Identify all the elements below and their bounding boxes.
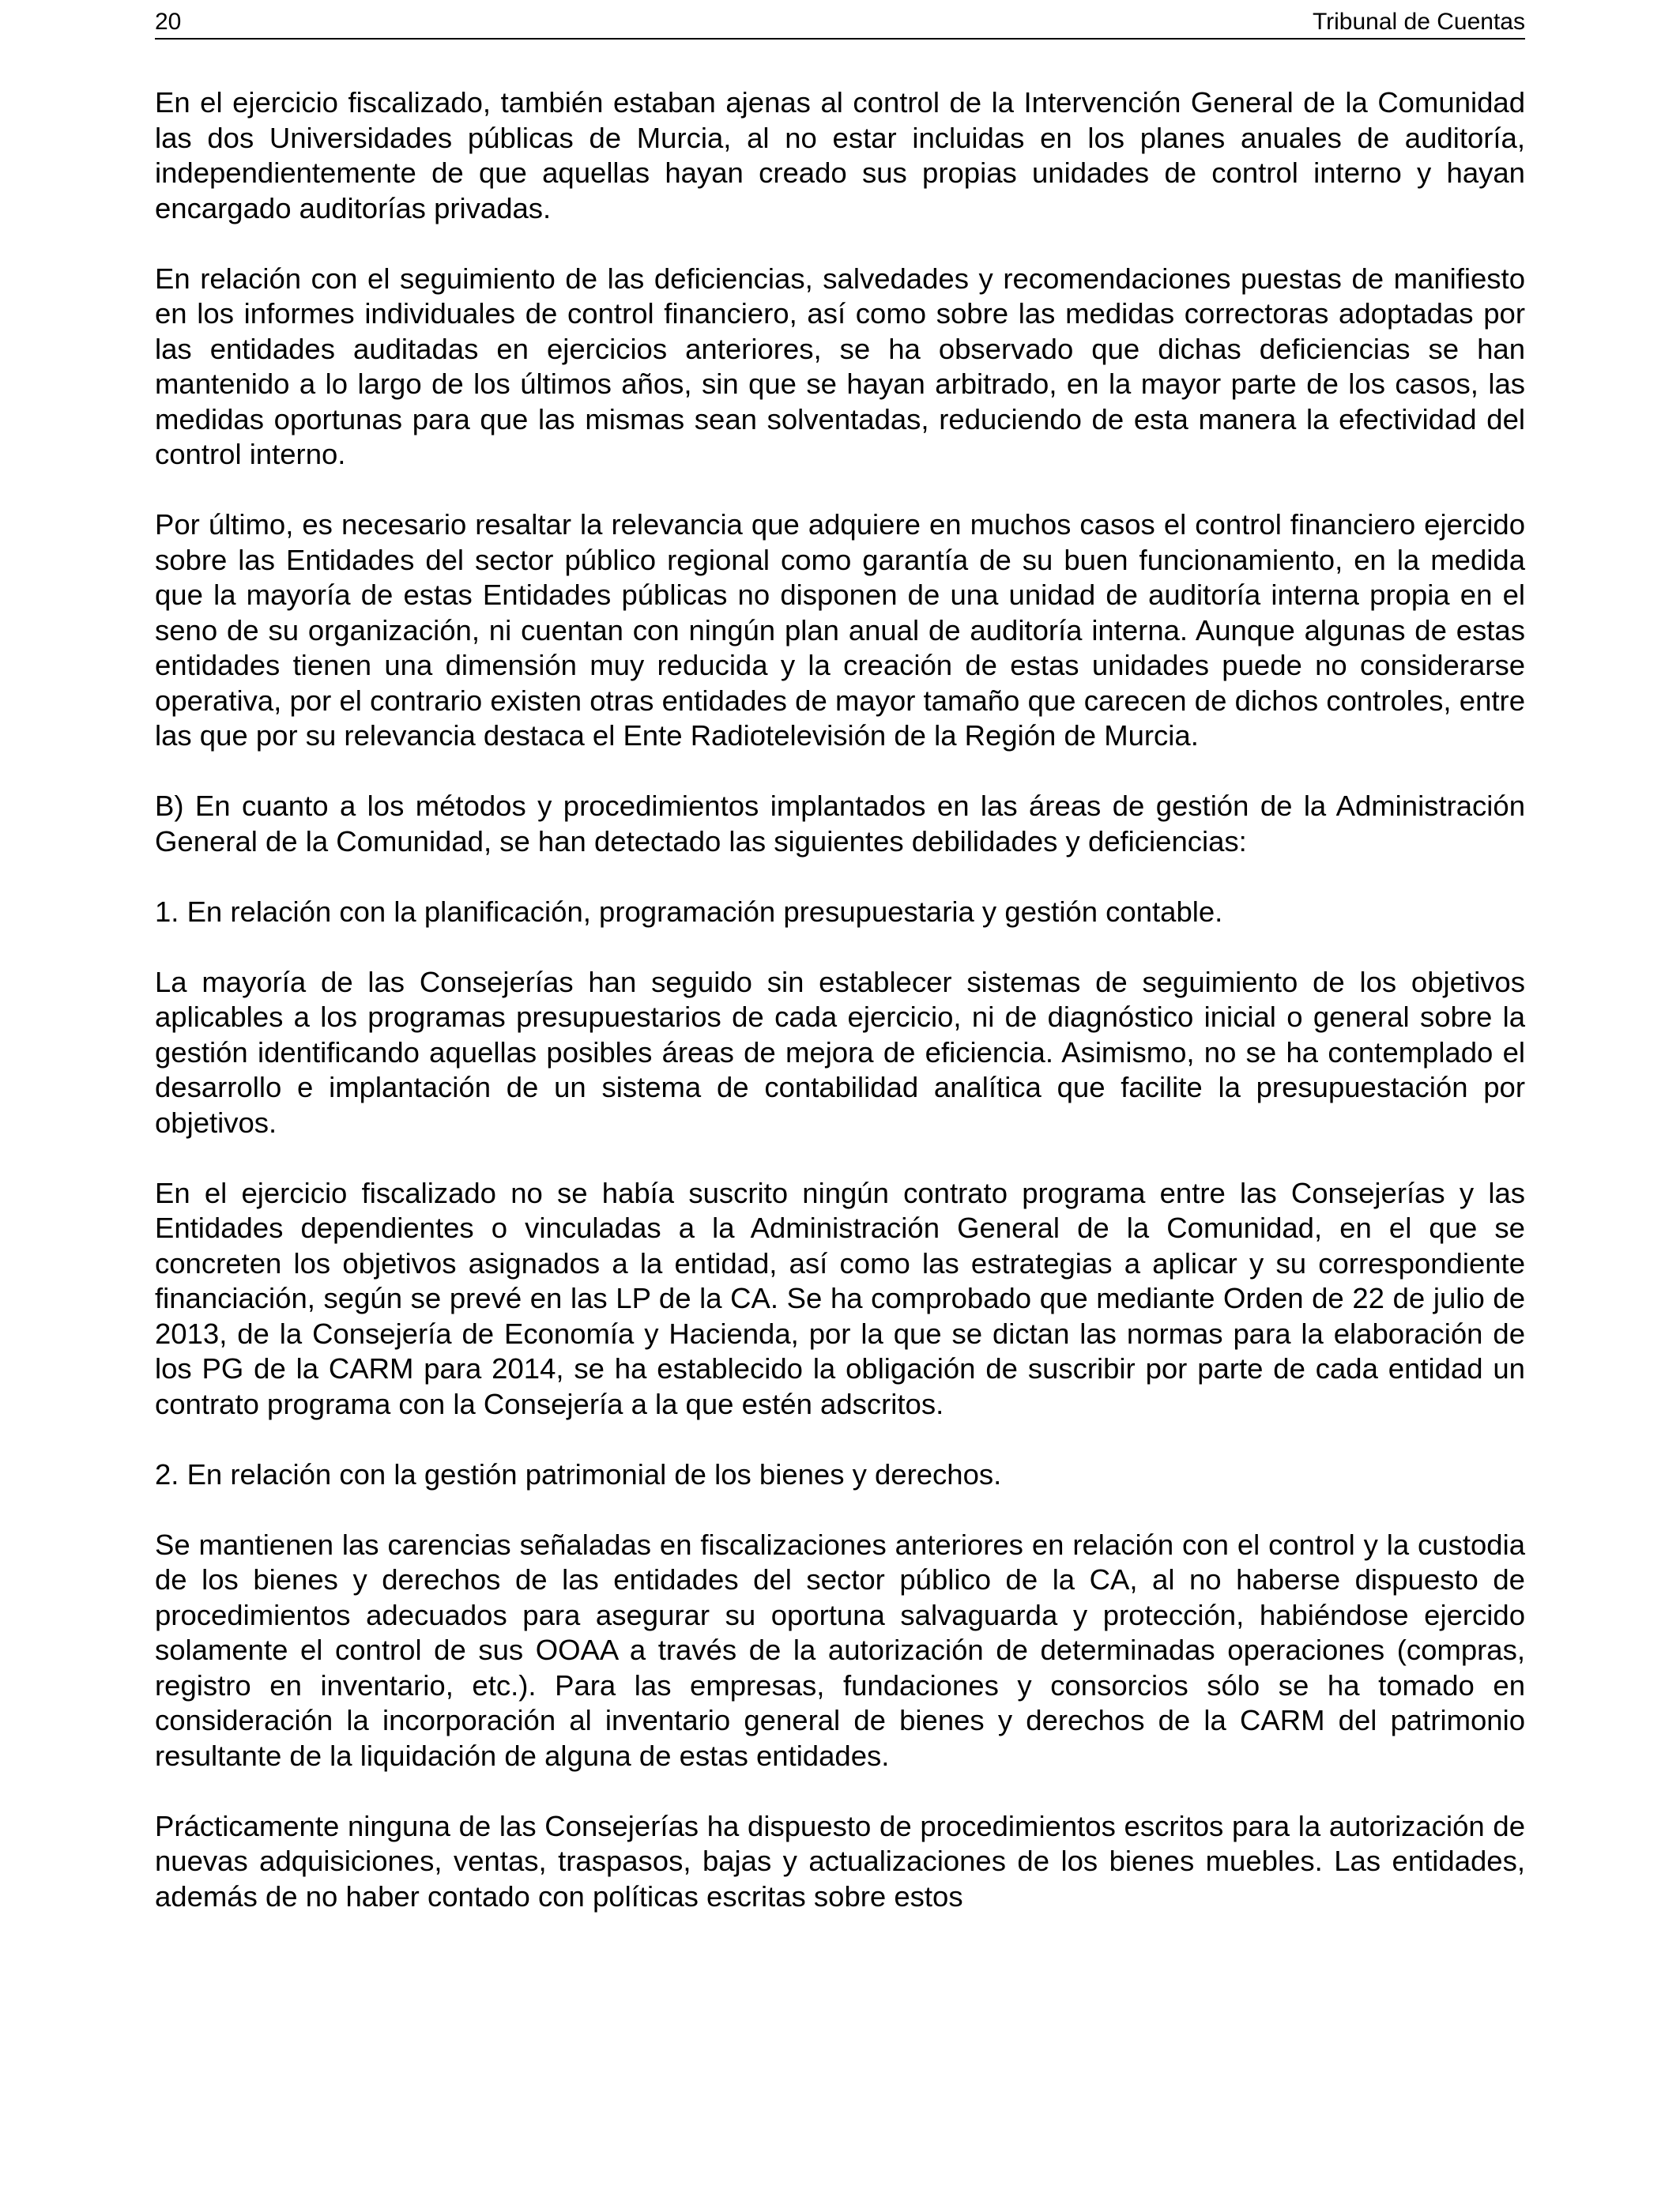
paragraph: Se mantienen las carencias señaladas en fiscalizaciones anteriores en relación con el control y la custodia de los bienes y derechos de las entidades del sector público de la CA, al no haberse dispuesto de procedimientos adecuados para asegurar su oportuna salvaguarda y protección, habiéndose ejercido solamente el control de sus OOAA a través de la autorización de determinadas operaciones (compras, registro en inventario, etc.). Para las empresas, fundaciones y consorcios sólo se ha tomado en consideración la incorporación al inventario general de bienes y derechos de la CARM del patrimonio resultante de la liquidación de alguna de estas entidades. xyxy=(155,1528,1525,1772)
section-heading: 1. En relación con la planificación, programación presupuestaria y gestión contable. xyxy=(155,895,1223,928)
page-header xyxy=(155,6,1525,40)
paragraph: Por último, es necesario resaltar la relevancia que adquiere en muchos casos el control financiero ejercido sobre las Entidades del sector público regional como garantía de su buen funcionamiento, en la medida que la mayoría de estas Entidades públicas no disponen de una unidad de auditoría interna propia en el seno de su organización, ni cuentan con ningún plan anual de auditoría interna. Aunque algunas de estas entidades tienen una dimensión muy reducida y la creación de estas unidades puede no considerarse operativa, por el contrario existen otras entidades de mayor tamaño que carecen de dichos controles, entre las que por su relevancia destaca el Ente Radiotelevisión de la Región de Murcia. xyxy=(155,508,1525,752)
paragraph: En el ejercicio fiscalizado, también estaban ajenas al control de la Intervención General de la Comunidad las dos Universidades públicas de Murcia, al no estar incluidas en los planes anuales de auditoría, independientemente de que aquellas hayan creado sus propias unidades de control interno y hayan encargado auditorías privadas. xyxy=(155,86,1525,224)
paragraph: Prácticamente ninguna de las Consejerías ha dispuesto de procedimientos escritos para la autorización de nuevas adquisiciones, ventas, traspasos, bajas y actualizaciones de los bienes muebles. Las entidades, además de no haber contado con políticas escritas sobre estos xyxy=(155,1809,1525,1913)
page-number: 20 xyxy=(155,9,182,35)
paragraph: B) En cuanto a los métodos y procedimientos implantados en las áreas de gestión de la Administración General de la Comunidad, se han detectado las siguientes debilidades y deficiencias: xyxy=(155,790,1525,858)
paragraph: En relación con el seguimiento de las deficiencias, salvedades y recomendaciones puestas de manifiesto en los informes individuales de control financiero, así como sobre las medidas correctoras adoptadas por las entidades auditadas en ejercicios anteriores, se ha observado que dichas deficiencias se han mantenido a lo largo de los últimos años, sin que se hayan arbitrado, en la mayor parte de los casos, las medidas oportunas para que las mismas sean solventadas, reduciendo de esta manera la efectividad del control interno. xyxy=(155,262,1525,470)
section-heading: 2. En relación con la gestión patrimonial de los bienes y derechos. xyxy=(155,1457,1002,1491)
header-title: Tribunal de Cuentas xyxy=(1312,9,1525,35)
paragraph: En el ejercicio fiscalizado no se había suscrito ningún contrato programa entre las Consejerías y las Entidades dependientes o vinculadas a la Administración General de la Comunidad, en el que se concreten los objetivos asignados a la entidad, así como las estrategias a aplicar y su correspondiente financiación, según se prevé en las LP de la CA. Se ha comprobado que mediante Orden de 22 de julio de 2013, de la Consejería de Economía y Hacienda, por la que se dictan las normas para la elaboración de los PG de la CARM para 2014, se ha establecido la obligación de suscribir por parte de cada entidad un contrato programa con la Consejería a la que estén adscritos. xyxy=(155,1176,1525,1420)
paragraph: La mayoría de las Consejerías han seguido sin establecer sistemas de seguimiento de los objetivos aplicables a los programas presupuestarios de cada ejercicio, ni de diagnóstico inicial o general sobre la gestión identificando aquellas posibles áreas de mejora de eficiencia. Asimismo, no se ha contemplado el desarrollo e implantación de un sistema de contabilidad analítica que facilite la presupuestación por objetivos. xyxy=(155,965,1525,1139)
document-body xyxy=(155,85,1525,1914)
